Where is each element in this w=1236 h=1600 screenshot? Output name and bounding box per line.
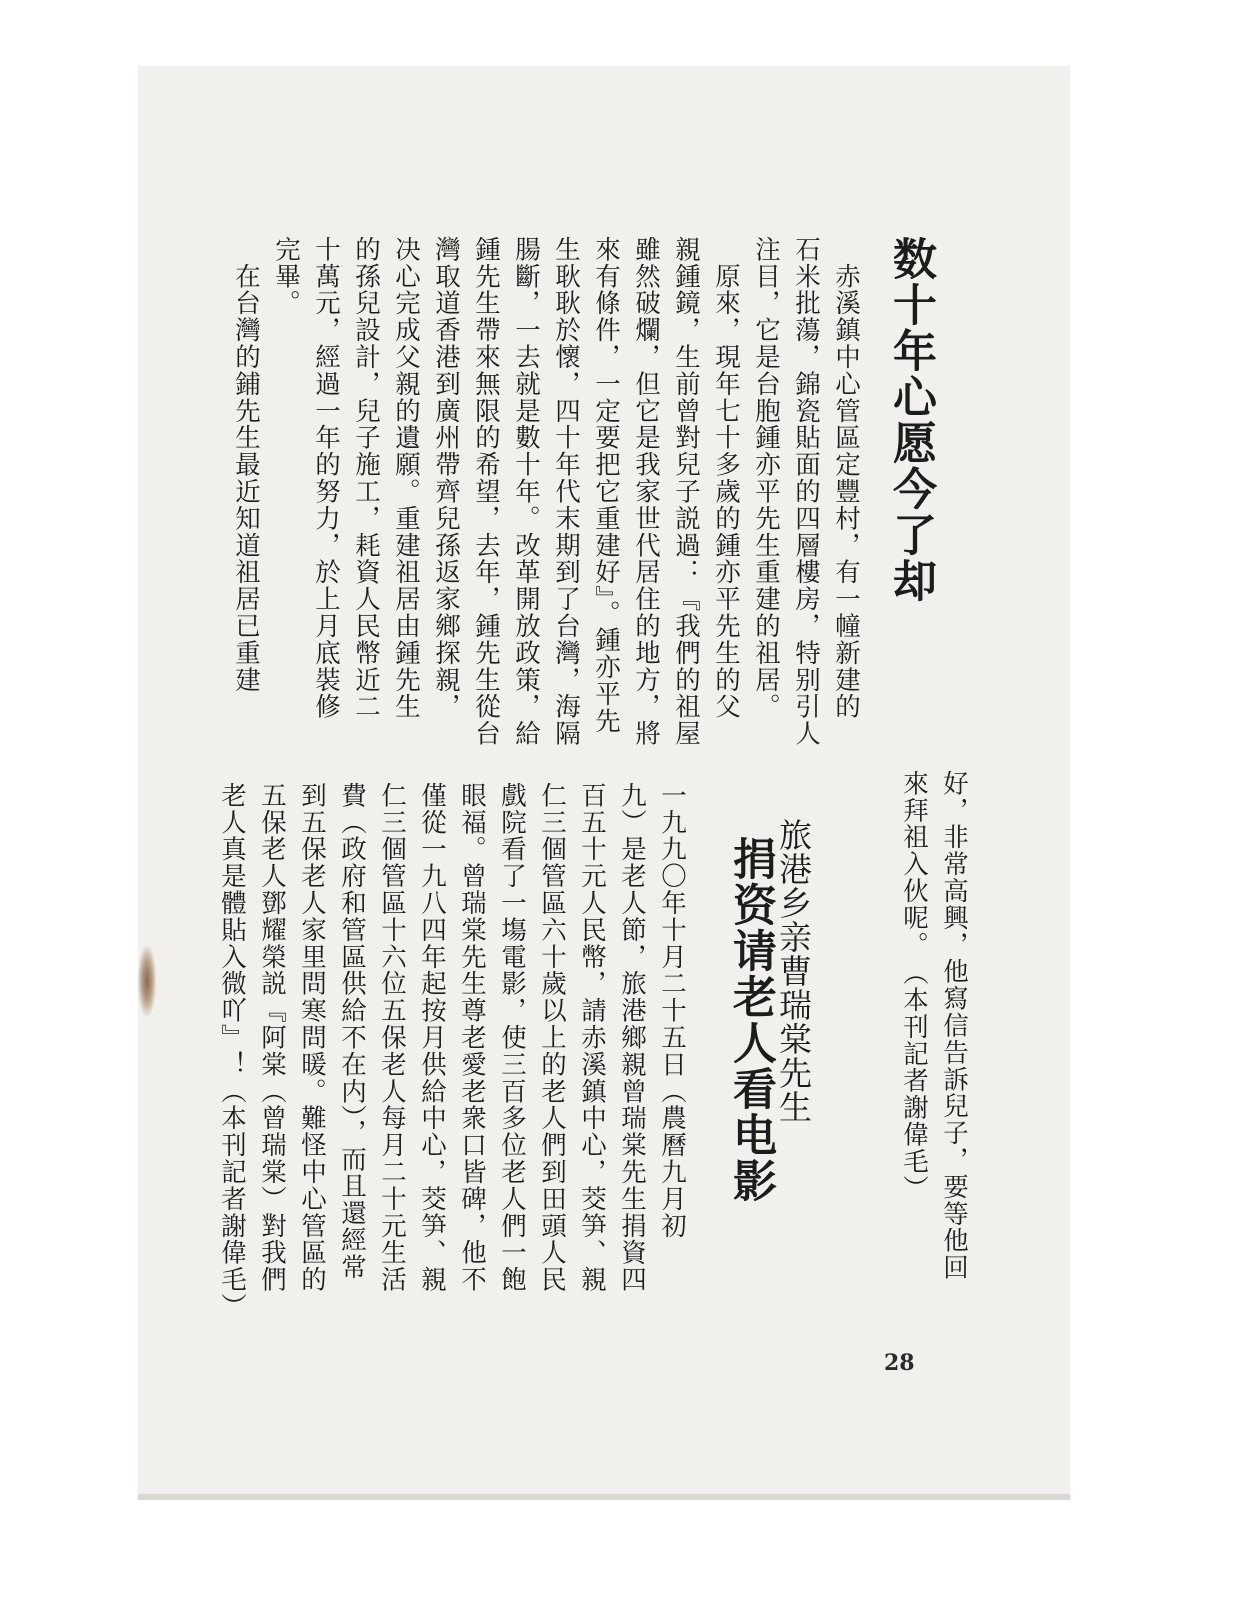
article2-body: 一九九〇年十月二十五日（農曆九月初 九）是老人節，旅港鄉親曾瑞棠先生捐資四 百五十元人民幣，請赤溪鎮中心，茭笋、親 仁三個管區六十歲以上的老人們到田頭人民 戲院看了一塲電影，使三百多位老人們一飽 眼福。曾瑞棠先生尊老愛老衆口皆碑，他不 僅從一九八四年起按月供給中心，茭笋、親 仁三個管區十六位五保老人每月二十元生活 費（政府和管區供給不在内），而且還經常 到五保老人家里問寒問暖。難怪中心管區的 五保老人鄧耀榮説『阿棠（曾瑞棠）對我們 老人真是體貼入微吖』！（本刊記者謝偉毛） xyxy=(217,782,687,1320)
page-edge xyxy=(138,1494,1070,1500)
paper-stain xyxy=(138,946,156,1016)
page-number: 28 xyxy=(884,1350,915,1376)
article2-subtitle: 旅港乡亲曹瑞棠先生 xyxy=(774,818,813,1124)
article2-title: 捐资请老人看电影 xyxy=(725,836,776,1204)
article1-body: 赤溪鎮中心管區定豐村，有一幢新建的 石米批蕩，錦瓷貼面的四層樓房，特别引人 注目，它是台胞鍾亦平先生重建的祖居。 原來，現年七十多歲的鍾亦平先生的父 親鍾鏡，生前曾對兒子説過：『我們的祖屋 雖然破爛，但它是我家世代居住的地方，將 來有條件，一定要把它重建好』。鍾亦平先 生耿耿於懷，四十年代末期到了台灣，海隔 腸斷，一去就是數十年。改革開放政策，給 鍾先生帶來無限的希望，去年，鍾先生從台 灣取道香港到廣州帶齊兒孫返家鄉探親， 决心完成父親的遺願。重建祖居由鍾先生 的孫兒設計，兒子施工，耗資人民幣近二 十萬元，經過一年的努力，於上月底裝修 完畢。 在台灣的鋪先生最近知道祖居已重建 xyxy=(231,236,861,748)
article1-title: 数十年心愿今了却 xyxy=(885,236,936,604)
article1-continuation: 好，非常高興，他寫信告訴兒子，要等他回 來拜祖入伙呢。 （本刊記者謝偉毛） xyxy=(899,770,969,1282)
